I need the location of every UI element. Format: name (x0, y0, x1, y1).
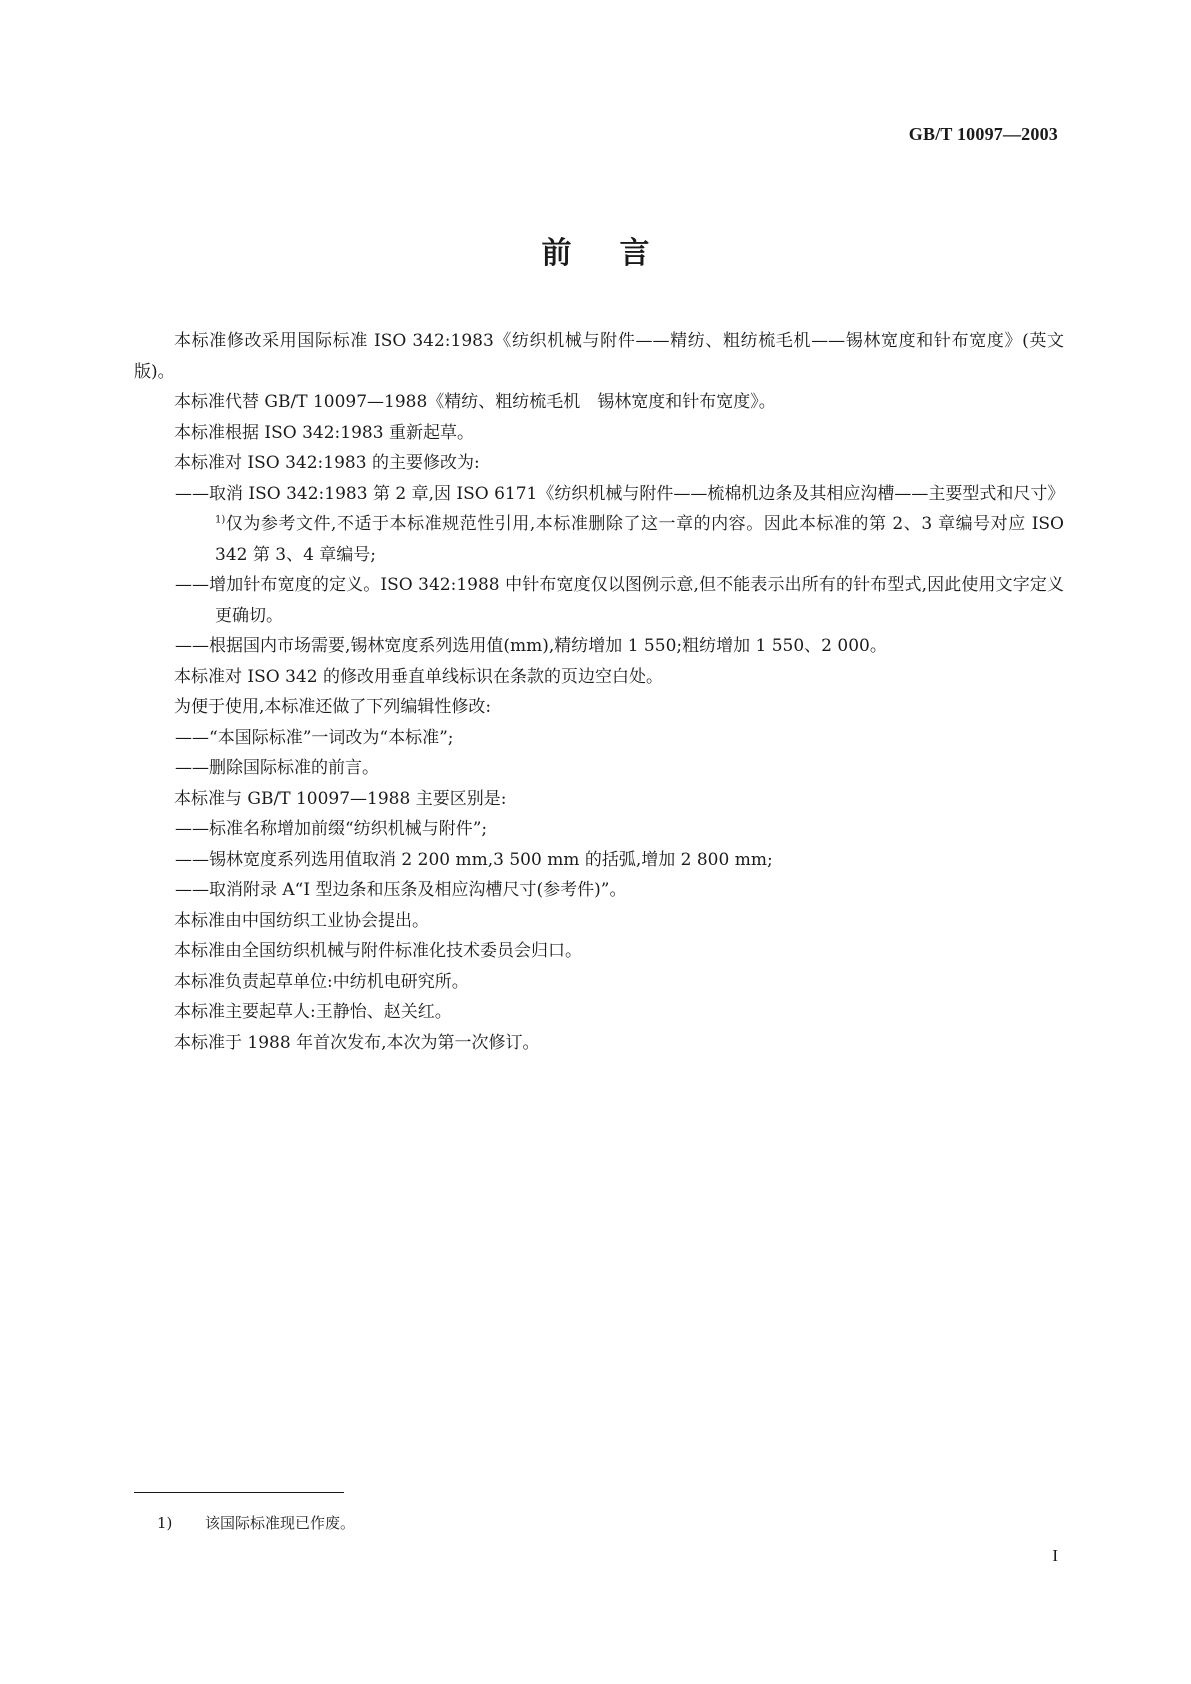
foreword-body (134, 326, 1064, 1058)
dash-item: ——“本国际标准”一词改为“本标准”; (175, 727, 454, 748)
footnote-divider (134, 1492, 344, 1493)
page-title: 前言 (541, 236, 698, 271)
page-number: I (1052, 1546, 1058, 1565)
paragraph: 本标准修改采用国际标准 ISO 342:1983《纺织机械与附件——精纺、粗纺梳毛机——锡林宽度和针布宽度》(英文版)。 (134, 331, 1064, 382)
dash-item: ——锡林宽度系列选用值取消 2 200 mm,3 500 mm 的括弧,增加 2 800 mm; (175, 849, 773, 870)
dash-item (134, 479, 1064, 571)
dash-item-text: ——取消 ISO 342:1983 第 2 章,因 ISO 6171《纺织机械与附件——梳棉机边条及其相应沟槽——主要型式和尺寸》 (175, 483, 1065, 504)
paragraph: 本标准由全国纺织机械与附件标准化技术委员会归口。 (174, 941, 582, 961)
dash-item: ——根据国内市场需要,锡林宽度系列选用值(mm),精纺增加 1 550;粗纺增加 1 550、2 000。 (175, 636, 887, 656)
dash-item: ——增加针布宽度的定义。ISO 342:1988 中针布宽度仅以图例示意,但不能表示出所有的针布型式,因此使用文字定义更确切。 (175, 575, 1064, 626)
footnote-ref: 1) (215, 514, 226, 526)
paragraph: 本标准根据 ISO 342:1983 重新起草。 (174, 422, 474, 443)
paragraph: 为便于使用,本标准还做了下列编辑性修改: (174, 697, 492, 717)
footnote-text: 该国际标准现已作废。 (205, 1514, 356, 1532)
paragraph: 本标准负责起草单位:中纺机电研究所。 (174, 971, 469, 992)
paragraph: 本标准主要起草人:王静怡、赵关红。 (174, 1002, 452, 1022)
paragraph: 本标准对 ISO 342:1983 的主要修改为: (174, 453, 480, 473)
paragraph: 本标准代替 GB/T 10097—1988《精纺、粗纺梳毛机 锡林宽度和针布宽度》。 (174, 392, 776, 412)
standard-code: GB/T 10097—2003 (908, 124, 1058, 144)
dash-item: ——取消附录 A“I 型边条和压条及相应沟槽尺寸(参考件)”。 (175, 880, 627, 900)
footnote (157, 1512, 355, 1533)
paragraph: 本标准与 GB/T 10097—1988 主要区别是: (174, 788, 507, 809)
paragraph: 本标准对 ISO 342 的修改用垂直单线标识在条款的页边空白处。 (174, 666, 663, 687)
paragraph: 本标准于 1988 年首次发布,本次为第一次修订。 (174, 1032, 540, 1053)
footnote-number: 1) (157, 1514, 173, 1532)
paragraph: 本标准由中国纺织工业协会提出。 (174, 910, 429, 931)
dash-item: ——标准名称增加前缀“纺织机械与附件”; (175, 819, 488, 839)
dash-item-text: 仅为参考文件,不适于本标准规范性引用,本标准删除了这一章的内容。因此本标准的第 2、3 章编号对应 ISO 342 第 3、4 章编号; (215, 514, 1064, 565)
dash-item: ——删除国际标准的前言。 (175, 758, 379, 778)
